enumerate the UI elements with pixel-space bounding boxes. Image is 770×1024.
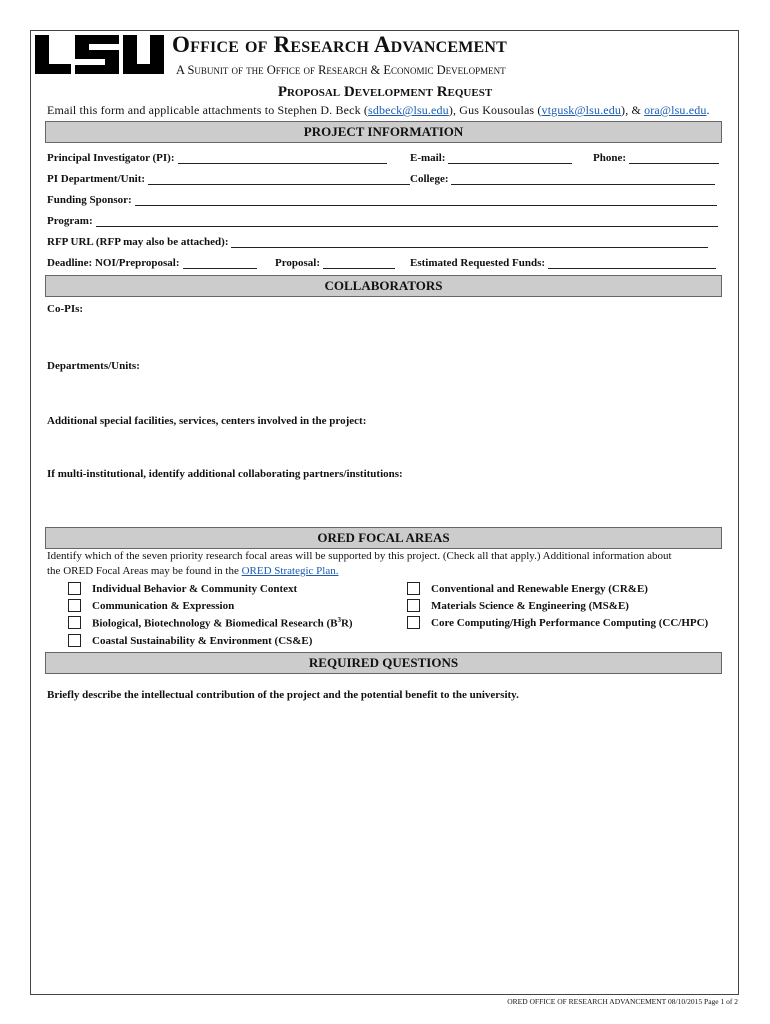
lsu-logo	[33, 33, 166, 75]
rfp-url-input-line[interactable]	[231, 236, 708, 248]
phone-label: Phone:	[593, 152, 626, 164]
college-label: College:	[410, 173, 449, 185]
requested-funds-label: Estimated Requested Funds:	[410, 257, 546, 269]
deadline-label: Deadline: NOI/Preproposal:	[47, 257, 180, 269]
phone-field[interactable]	[593, 152, 719, 164]
email-field[interactable]	[410, 152, 572, 164]
form-title: Proposal Development Request	[277, 84, 493, 100]
email-link-ora[interactable]: ora@lsu.edu	[644, 103, 707, 117]
funding-sponsor-label: Funding Sponsor:	[47, 194, 132, 206]
checkbox[interactable]	[68, 582, 81, 595]
departments-units-label: Departments/Units:	[47, 360, 140, 372]
checkbox-label: Materials Science & Engineering (MS&E)	[431, 599, 629, 612]
section-header-required-questions: REQUIRED QUESTIONS	[45, 652, 722, 674]
checkbox-label: Individual Behavior & Community Context	[92, 582, 298, 595]
checkbox[interactable]	[68, 599, 81, 612]
program-field[interactable]	[47, 215, 718, 227]
bio-label-suffix: R)	[340, 617, 353, 630]
focal-checkbox-computing[interactable]	[407, 616, 708, 629]
rfp-url-label: RFP URL (RFP may also be attached):	[47, 236, 229, 248]
checkbox[interactable]	[407, 616, 420, 629]
focal-checkbox-biological[interactable]	[68, 616, 353, 630]
ored-strategic-plan-link[interactable]: ORED Strategic Plan.	[241, 565, 339, 577]
co-pis-label: Co-PIs:	[47, 303, 84, 315]
program-input-line[interactable]	[96, 215, 718, 227]
college-field[interactable]	[410, 173, 715, 185]
checkbox-label: Communication & Expression	[92, 599, 235, 612]
section-header-ored-focal-areas: ORED FOCAL AREAS	[45, 527, 722, 549]
college-input-line[interactable]	[451, 173, 715, 185]
deadline-input-line[interactable]	[183, 257, 257, 269]
section-header-collaborators: COLLABORATORS	[45, 275, 722, 297]
focal-desc-line2: the ORED Focal Areas may be found in the	[47, 565, 242, 577]
rfp-url-field[interactable]	[47, 236, 708, 248]
checkbox-label: Coastal Sustainability & Environment (CS&E)	[92, 634, 313, 647]
email-instructions	[47, 103, 710, 118]
email-suffix: .	[706, 103, 710, 117]
office-title: Office of Research Advancement	[172, 32, 508, 57]
phone-input-line[interactable]	[629, 152, 719, 164]
checkbox-label: Conventional and Renewable Energy (CR&E)	[431, 582, 648, 595]
pi-label: Principal Investigator (PI):	[47, 152, 175, 164]
focal-checkbox-communication[interactable]	[68, 599, 234, 612]
deadline-field[interactable]	[47, 257, 257, 269]
focal-checkbox-energy[interactable]	[407, 582, 648, 595]
email-prefix: Email this form and applicable attachments to Stephen D. Beck (	[47, 103, 369, 117]
pi-department-label: PI Department/Unit:	[47, 173, 146, 185]
pi-department-field[interactable]	[47, 173, 410, 185]
bio-superscript: 3	[337, 616, 341, 624]
proposal-deadline-field[interactable]	[275, 257, 395, 269]
bio-label-text: Biological, Biotechnology & Biomedical Research (B	[92, 617, 338, 630]
focal-areas-description	[47, 549, 727, 579]
requested-funds-field[interactable]	[410, 257, 716, 269]
email-mid1: ), Gus Kousoulas (	[448, 103, 542, 117]
pi-input-line[interactable]	[178, 152, 387, 164]
program-label: Program:	[47, 215, 93, 227]
checkbox[interactable]	[407, 582, 420, 595]
funding-sponsor-field[interactable]	[47, 194, 717, 206]
checkbox-label: Core Computing/High Performance Computing (CC/HPC)	[431, 616, 709, 629]
proposal-deadline-label: Proposal:	[275, 257, 321, 269]
checkbox[interactable]	[68, 634, 81, 647]
pi-field[interactable]	[47, 152, 387, 164]
focal-desc-line1: Identify which of the seven priority research focal areas will be supported by this project. (Check all that apply.) Additional information about	[47, 550, 672, 562]
special-facilities-label: Additional special facilities, services, centers involved in the project:	[47, 415, 367, 427]
email-link-kousoulas[interactable]: vtgusk@lsu.edu	[541, 103, 622, 117]
section-header-project-information: PROJECT INFORMATION	[45, 121, 722, 143]
subunit-subtitle: A Subunit of the Office of Research & Economic Development	[176, 63, 506, 77]
checkbox-label	[92, 616, 353, 630]
focal-checkbox-individual-behavior[interactable]	[68, 582, 297, 595]
funding-sponsor-input-line[interactable]	[135, 194, 717, 206]
page-footer: ORED OFFICE OF RESEARCH ADVANCEMENT 08/10/2015 Page 1 of 2	[507, 997, 738, 1006]
requested-funds-input-line[interactable]	[548, 257, 716, 269]
email-link-beck[interactable]: sdbeck@lsu.edu	[368, 103, 449, 117]
checkbox[interactable]	[407, 599, 420, 612]
email-mid2: ), &	[621, 103, 645, 117]
email-input-line[interactable]	[448, 152, 572, 164]
checkbox[interactable]	[68, 616, 81, 629]
email-label: E-mail:	[410, 152, 446, 164]
focal-checkbox-materials[interactable]	[407, 599, 629, 612]
multi-institutional-label: If multi-institutional, identify additional collaborating partners/institutions:	[47, 468, 403, 480]
pi-department-input-line[interactable]	[148, 173, 410, 185]
proposal-deadline-input-line[interactable]	[323, 257, 395, 269]
question-intellectual-contribution: Briefly describe the intellectual contribution of the project and the potential benefit to the university.	[47, 689, 519, 701]
focal-checkbox-coastal[interactable]	[68, 634, 312, 647]
